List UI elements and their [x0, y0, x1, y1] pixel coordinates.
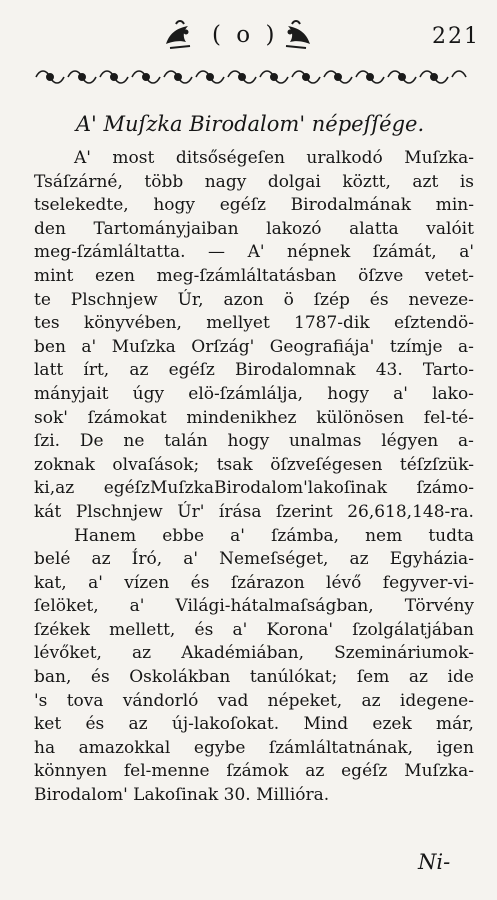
article-title: A' Muſzka Birodalom' népeſſége. — [75, 112, 425, 136]
text-line: tes könyvében, mellyet 1787-dik eſztendö- — [34, 313, 474, 334]
text-line: A' most ditsőségeſen uralkodó Muſzka- — [74, 148, 474, 168]
text-line: könnyen fel-menne ſzámok az egéſz Muſzka- — [34, 761, 474, 782]
text-line: kát Plschnjew Úr' írása ſzerint 26,618,148-ra. — [34, 501, 474, 522]
text-line: ſzékek mellett, és a' Korona' ſzolgálatjában — [34, 619, 474, 640]
fleuron-right-icon — [280, 18, 314, 52]
text-line: belé az Író, a' Nemeſséget, az Egyházia- — [34, 549, 474, 570]
text-line: ki,az egéſzMuſzkaBirodalom'lakoſinak ſzámo- — [34, 478, 474, 499]
text-line: mányjait úgy elö-ſzámlálja, hogy a' lako- — [34, 383, 474, 404]
catchword: Ni- — [418, 850, 451, 874]
text-line: ha amazokkal egybe ſzámláltatnának, igen — [34, 737, 474, 758]
ornamental-rule-icon — [32, 65, 472, 89]
text-line: kat, a' vízen és ſzárazon lévő fegyver-vi- — [34, 572, 474, 593]
text-line: tselekedte, hogy egéſz Birodalmának min- — [34, 195, 474, 216]
text-line: ſelöket, a' Világi-hátalmaſságban, Törvény — [34, 596, 474, 617]
text-line: mint ezen meg-ſzámláltatásban öſzve vetet- — [34, 265, 474, 286]
text-line: den Tartományjaiban lakozó alatta valóit — [34, 218, 474, 239]
text-line: Birodalom' Lakoſinak 30. Millióra. — [34, 785, 330, 806]
text-line: ſzi. De ne talán hogy unalmas légyen a- — [34, 431, 474, 452]
text-line: lévőket, az Akadémiában, Szemináriumok- — [34, 643, 474, 664]
text-line: Hanem ebbe a' ſzámba, nem tudta — [74, 525, 474, 546]
text-line: zoknak olvaſások; tsak öſzveſégesen téſzſzük- — [34, 454, 474, 475]
text-line: ban, és Oskolákban tanúlókat; ſem az ide — [34, 667, 474, 688]
text-line: ben a' Muſzka Orſzág' Geografiája' tzímje a- — [34, 336, 474, 357]
text-line: te Plschnjew Úr, azon ö ſzép és neveze- — [34, 289, 474, 310]
text-line: meg-ſzámláltatta. — A' népnek ſzámát, a' — [34, 242, 474, 263]
text-line: sok' ſzámokat mindenikhez különösen fel-té- — [34, 407, 474, 428]
page-header — [0, 18, 497, 58]
fleuron-left-icon — [162, 18, 196, 52]
signature-mark: ( o ) — [212, 22, 279, 48]
text-line: latt írt, az egéſz Birodalomnak 43. Tarto- — [34, 360, 474, 381]
page-number: 221 — [432, 24, 480, 49]
text-line: Tsáſzárné, több nagy dolgai köztt, azt is — [34, 171, 474, 192]
text-line: 's tova vándorló vad népeket, az idegene- — [34, 690, 474, 711]
body-text — [34, 147, 474, 808]
text-line: ket és az új-lakoſokat. Mind ezek már, — [34, 714, 474, 735]
